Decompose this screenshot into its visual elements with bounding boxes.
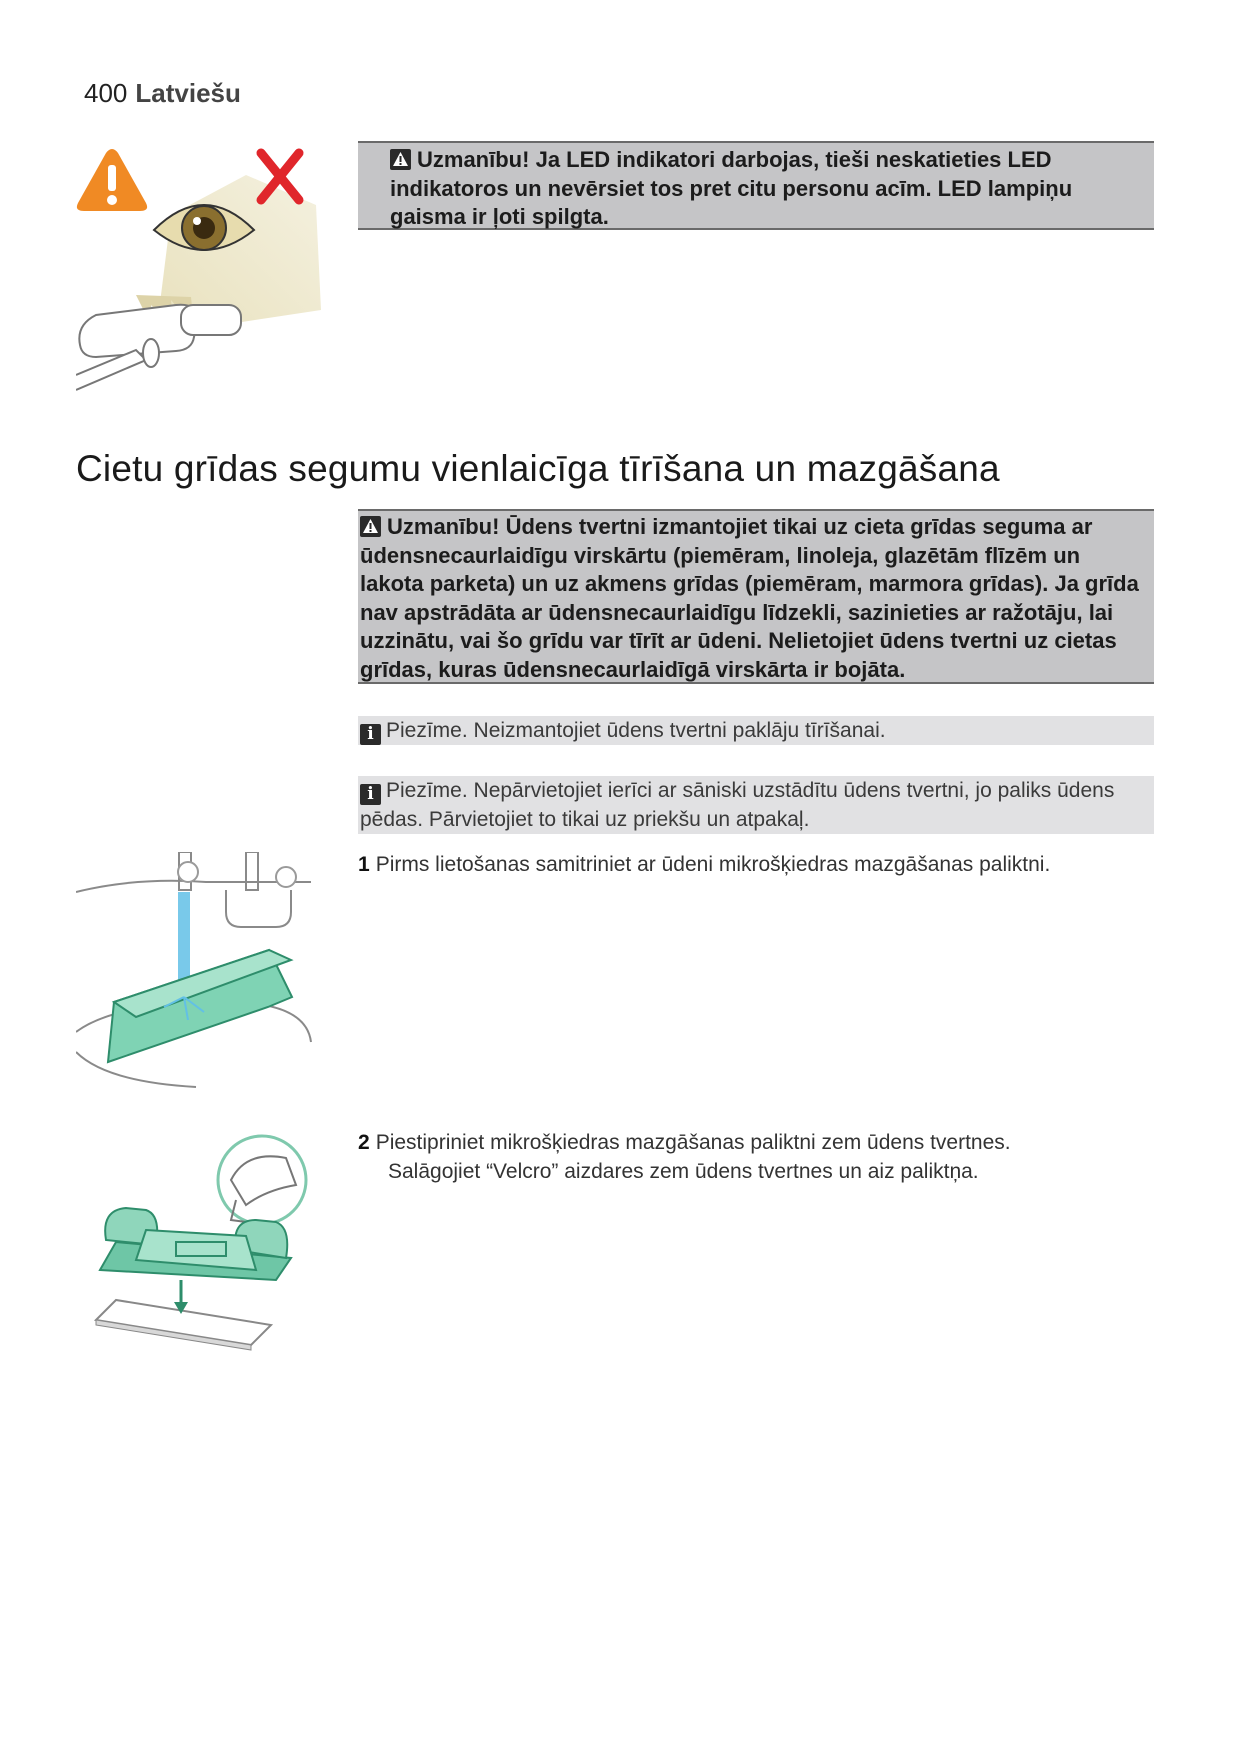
- note-sideways: [358, 776, 1154, 834]
- note-carpet-text: Piezīme. Neizmantojiet ūdens tvertni paklāju tīrīšanai.: [386, 719, 886, 742]
- led-warning-box: [358, 141, 1154, 230]
- step-2-text-continued: Salāgojiet “Velcro” aizdares zem ūdens tvertnes un aiz paliktņa.: [388, 1160, 979, 1183]
- warning-icon: [360, 516, 381, 537]
- step-2-number: 2: [358, 1131, 370, 1154]
- page-number: 400: [84, 78, 128, 108]
- step-1-number: 1: [358, 853, 370, 876]
- led-warning-lead: Uzmanību!: [417, 147, 530, 172]
- page-header: [84, 78, 241, 109]
- water-warning-box: [358, 509, 1154, 684]
- language-label: Latviešu: [135, 78, 241, 108]
- info-icon: i: [360, 784, 381, 805]
- step-1: [358, 850, 1158, 879]
- water-warning-lead: Uzmanību!: [387, 514, 500, 539]
- wet-pad-illustration: [76, 852, 336, 1092]
- attach-pad-illustration: [86, 1130, 316, 1360]
- led-warning-text: Ja LED indikatori darbojas, tieši neskatieties LED indikatoros un nevērsiet tos pret citu personu acīm. LED lampiņu gaisma ir ļoti spilgta.: [390, 147, 1073, 229]
- note-carpet: [358, 716, 1154, 745]
- section-title: Cietu grīdas segumu vienlaicīga tīrīšana un mazgāšana: [76, 448, 1000, 489]
- step-2: [358, 1128, 1158, 1186]
- water-warning-text: Ūdens tvertni izmantojiet tikai uz cieta grīdas seguma ar ūdensnecaurlaidīgu virskārtu (piemēram, linoleja, glazētām flīzēm un lakota parketa) un uz akmens grīdas (piemēram, marmora grīdas). Ja grīda nav apstrādāta ar ūdensnecaurlaidīgu līdzekli, sazinieties ar ražotāju, lai uzzinātu, vai šo grīdu var tīrīt ar ūdeni. Nelietojiet ūdens tvertni uz cietas grīdas, kuras ūdensnecaurlaidīgā virskārta ir bojāta.: [360, 514, 1139, 682]
- info-icon: i: [360, 724, 381, 745]
- warning-triangle-icon: [77, 149, 147, 211]
- warning-icon: [390, 149, 411, 170]
- step-1-text: Pirms lietošanas samitriniet ar ūdeni mikrošķiedras mazgāšanas paliktni.: [375, 853, 1051, 876]
- note-sideways-text: Piezīme. Nepārvietojiet ierīci ar sāniski uzstādītu ūdens tvertni, jo paliks ūdens pēdas. Pārvietojiet to tikai uz priekšu un atpakaļ.: [360, 779, 1115, 831]
- led-warning-illustration: [76, 145, 336, 395]
- step-2-text: Piestipriniet mikrošķiedras mazgāšanas paliktni zem ūdens tvertnes.: [375, 1131, 1011, 1154]
